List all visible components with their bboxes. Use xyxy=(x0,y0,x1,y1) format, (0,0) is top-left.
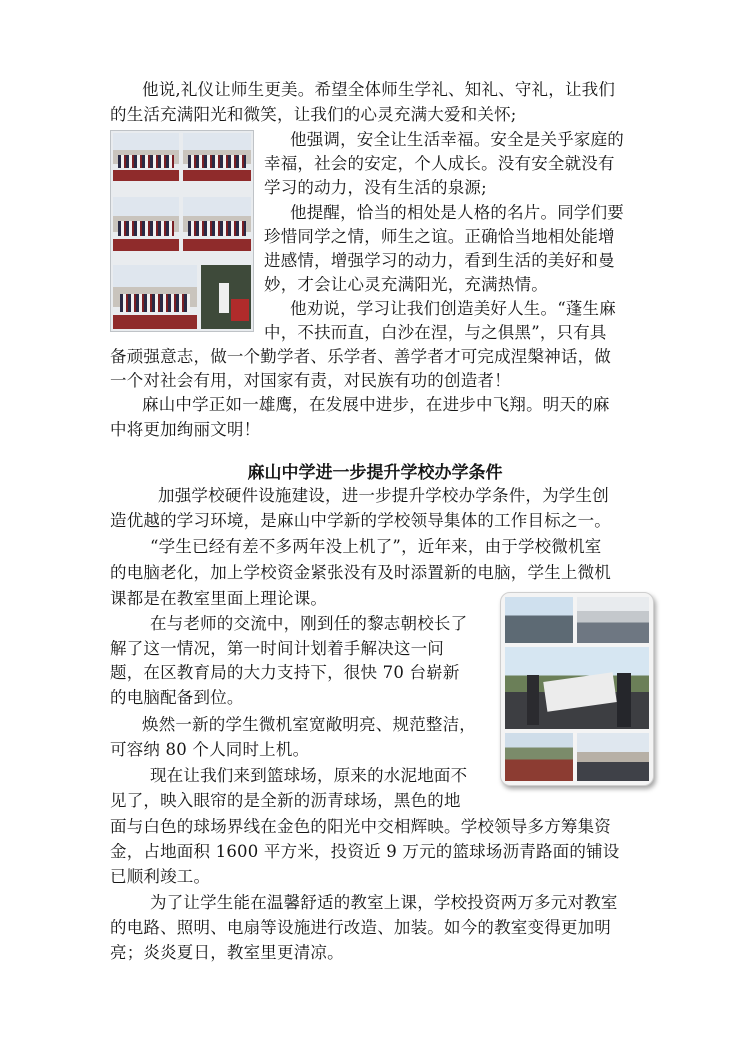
body-line: 题，在区教育局的大力支持下，很快 70 台崭新 xyxy=(110,663,460,682)
ceremony-photo xyxy=(183,197,251,251)
body-line: 可容纳 80 个人同时上机。 xyxy=(110,740,310,759)
body-line: 亮；炎炎夏日，教室里更清凉。 xyxy=(110,943,344,962)
body-line: 在与老师的交流中，刚到任的黎志朝校长了 xyxy=(150,614,468,633)
body-line: 金，占地面积 1600 平方米，投资近 9 万元的篮球场沥青路面的铺设 xyxy=(110,842,620,861)
section-heading: 麻山中学进一步提升学校办学条件 xyxy=(247,463,503,483)
body-line: 已顺利竣工。 xyxy=(110,867,211,886)
body-line: 中将更加绚丽文明！ xyxy=(110,420,261,439)
site-inspection-photo xyxy=(505,647,649,729)
ceremony-photo xyxy=(113,133,179,181)
body-line: 见了，映入眼帘的是全新的沥青球场，黑色的地 xyxy=(110,791,461,810)
body-line: 造优越的学习环境，是麻山中学新的学校领导集体的工作目标之一。 xyxy=(110,511,611,530)
speaker-photo xyxy=(201,265,251,329)
ceremony-photo xyxy=(113,197,179,251)
body-line: 一个对社会有用，对国家有责，对民族有功的创造者！ xyxy=(110,371,511,390)
body-line: 麻山中学正如一雄鹰，在发展中进步，在进步中飞翔。明天的麻 xyxy=(142,395,610,414)
basketball-court-photo xyxy=(505,733,573,781)
body-line: 珍惜同学之情，师生之谊。正确恰当地相处能增 xyxy=(264,227,615,246)
meeting-photo xyxy=(577,597,649,643)
body-line: 的生活充满阳光和微笑，让我们的心灵充满大爱和关怀; xyxy=(110,105,517,124)
body-line: 他强调，安全让生活幸福。安全是关乎家庭的 xyxy=(290,130,624,149)
body-line: 现在让我们来到篮球场，原来的水泥地面不 xyxy=(150,766,468,785)
body-line: 加强学校硬件设施建设，进一步提升学校办学条件，为学生创 xyxy=(158,486,609,505)
body-line: 为了让学生能在温馨舒适的教室上课，学校投资两万多元对教室 xyxy=(150,893,618,912)
body-line: 的电脑老化，加上学校资金紧张没有及时添置新的电脑，学生上微机 xyxy=(110,563,611,582)
body-line: 中，不扶而直，白沙在涅，与之俱黑”，只有具 xyxy=(264,323,607,342)
body-line: 面与白色的球场界线在金色的阳光中交相辉映。学校领导多方筹集资 xyxy=(110,817,611,836)
ceremony-photo xyxy=(183,133,251,181)
body-line: 他提醒，恰当的相处是人格的名片。同学们要 xyxy=(290,203,624,222)
basketball-court-photo xyxy=(577,733,649,781)
body-line: 妙，才会让心灵充满阳光，充满热情。 xyxy=(264,275,548,294)
ceremony-photo xyxy=(113,265,197,329)
body-line: 的电路、照明、电扇等设施进行改造、加装。如今的教室变得更加明 xyxy=(110,918,611,937)
body-line: 幸福，社会的安定，个人成长。没有安全就没有 xyxy=(264,154,615,173)
body-line: 学习的动力，没有生活的泉源; xyxy=(264,178,487,197)
campus-photo-collage xyxy=(500,592,654,786)
body-line: 备顽强意志，做一个勤学者、乐学者、善学者才可完成涅槃神话，做 xyxy=(110,347,611,366)
body-line: “学生已经有差不多两年没上机了”，近年来，由于学校微机室 xyxy=(150,537,602,556)
body-line: 焕然一新的学生微机室宽敞明亮、规范整洁， xyxy=(142,715,476,734)
body-line: 课都是在教室里面上理论课。 xyxy=(110,589,328,608)
body-line: 的电脑配备到位。 xyxy=(110,688,244,707)
body-line: 解了这一情况，第一时间计划着手解决这一问 xyxy=(110,639,444,658)
computer-room-photo xyxy=(505,597,573,643)
body-line: 他说,礼仪让师生更美。希望全体师生学礼、知礼、守礼，让我们 xyxy=(142,80,616,99)
body-line: 他劝说，学习让我们创造美好人生。“蓬生麻 xyxy=(290,299,616,318)
body-line: 进感情，增强学习的动力，看到生活的美好和曼 xyxy=(264,251,615,270)
ceremony-photo-collage xyxy=(110,130,254,332)
